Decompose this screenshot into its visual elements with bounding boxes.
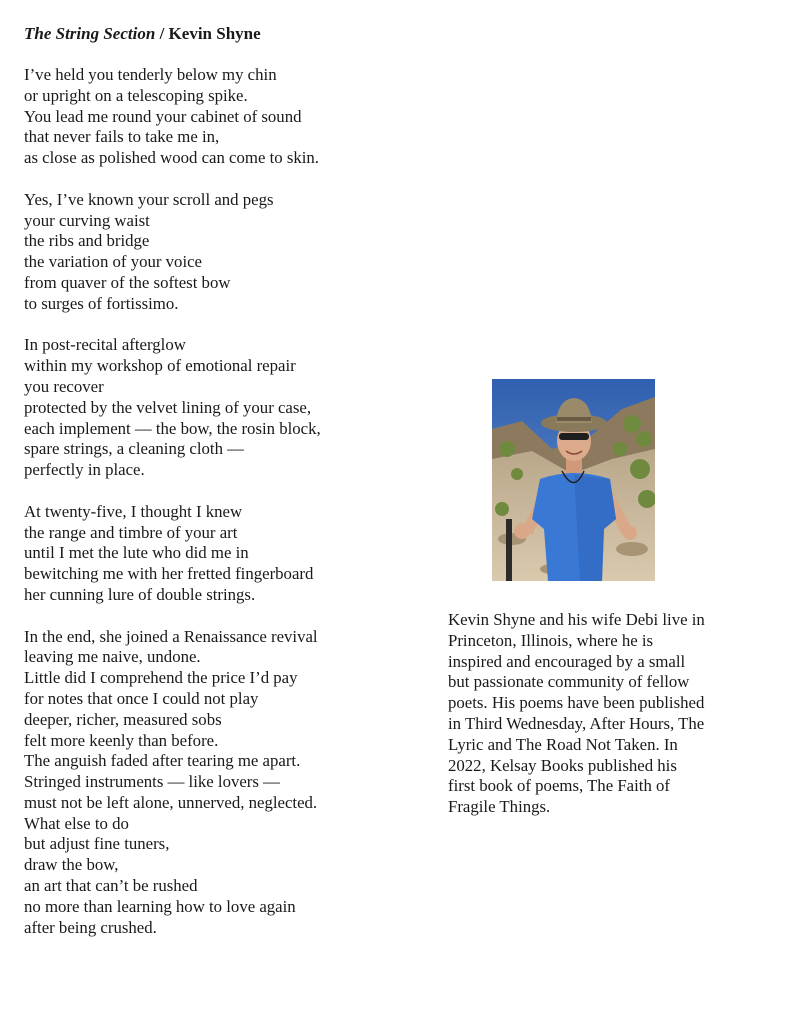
left-hand bbox=[514, 523, 530, 539]
poem-line: you recover bbox=[24, 376, 104, 396]
poem-line: I’ve held you tenderly below my chin bbox=[24, 65, 277, 84]
bio-line: in Third Wednesday, After Hours, The bbox=[448, 713, 705, 733]
poem-line: within my workshop of emotional repair bbox=[24, 356, 296, 376]
poem-line: bewitching me with her fretted fingerboard bbox=[24, 564, 314, 584]
poem-line: from quaver of the softest bow bbox=[24, 272, 231, 292]
poem-line: felt more keenly than before. bbox=[24, 730, 219, 750]
bio-line: inspired and encouraged by a small bbox=[448, 651, 686, 671]
bio-line: Princeton, Illinois, where he is bbox=[448, 630, 654, 650]
poem-line: Stringed instruments — like lovers — bbox=[24, 772, 280, 792]
poem-line: You lead me round your cabinet of sound bbox=[24, 106, 302, 126]
stanza bbox=[24, 65, 424, 169]
work-title: The String Section bbox=[24, 24, 156, 43]
poem-line: the ribs and bridge bbox=[24, 231, 150, 251]
poem-line: What else to do bbox=[24, 813, 129, 833]
poem-line: an art that can’t be rushed bbox=[24, 876, 198, 896]
poem-body bbox=[24, 65, 424, 938]
poem-line: must not be left alone, unnerved, neglected. bbox=[24, 792, 318, 812]
poem-line: Yes, I’ve known your scroll and pegs bbox=[24, 189, 274, 209]
poem-line: In the end, she joined a Renaissance revival bbox=[24, 626, 318, 646]
stanza bbox=[24, 190, 424, 315]
poem-line: no more than learning how to love again bbox=[24, 896, 296, 916]
bio-line: first book of poems, The Faith of bbox=[448, 776, 671, 796]
poem-line: leaving me naive, undone. bbox=[24, 647, 201, 667]
poem-line: or upright on a telescoping spike. bbox=[24, 85, 248, 105]
poem-line: to surges of fortissimo. bbox=[24, 293, 179, 313]
poem-line: perfectly in place. bbox=[24, 460, 145, 480]
poem-line: that never fails to take me in, bbox=[24, 127, 220, 147]
stanza bbox=[24, 502, 424, 606]
title-separator: / bbox=[155, 24, 169, 43]
bio-line: Kevin Shyne and his wife Debi live in bbox=[448, 610, 705, 629]
poem-line: In post-recital afterglow bbox=[24, 335, 186, 355]
stanza bbox=[24, 627, 424, 939]
poem-line: At twenty-five, I thought I knew bbox=[24, 501, 243, 521]
author-photo bbox=[492, 379, 655, 581]
bio-line: Fragile Things. bbox=[448, 797, 551, 817]
author-name: Kevin Shyne bbox=[168, 24, 261, 43]
poem-line: for notes that once I could not play bbox=[24, 688, 259, 708]
poem-line: after being crushed. bbox=[24, 917, 157, 937]
bio-line: 2022, Kelsay Books published his bbox=[448, 755, 677, 775]
poem-line: deeper, richer, measured sobs bbox=[24, 709, 222, 729]
poem-line: until I met the lute who did me in bbox=[24, 543, 249, 563]
right-hand bbox=[623, 526, 637, 540]
poem-line: her cunning lure of double strings. bbox=[24, 584, 256, 604]
poem-title bbox=[24, 23, 261, 45]
poem-line: the variation of your voice bbox=[24, 252, 203, 272]
bio-line: Lyric and The Road Not Taken. In bbox=[448, 734, 678, 754]
bio-line: but passionate community of fellow bbox=[448, 672, 690, 692]
poem-line: spare strings, a cleaning cloth — bbox=[24, 439, 244, 459]
bio-line: poets. His poems have been published bbox=[448, 693, 705, 713]
poem-line: The anguish faded after tearing me apart. bbox=[24, 751, 301, 771]
author-bio bbox=[448, 610, 738, 818]
poem-line: but adjust fine tuners, bbox=[24, 834, 170, 854]
poem-line: your curving waist bbox=[24, 210, 150, 230]
poem-line: protected by the velvet lining of your case, bbox=[24, 397, 312, 417]
hiking-pole bbox=[506, 519, 512, 581]
poem-line: Little did I comprehend the price I’d pay bbox=[24, 668, 298, 688]
hat-band bbox=[557, 417, 591, 421]
poem-line: as close as polished wood can come to skin. bbox=[24, 148, 320, 168]
poem-line: each implement — the bow, the rosin block, bbox=[24, 418, 321, 438]
stanza bbox=[24, 335, 424, 481]
poem-line: the range and timbre of your art bbox=[24, 522, 238, 542]
author-photo-illustration bbox=[492, 379, 655, 581]
poem-line: draw the bow, bbox=[24, 855, 119, 875]
sunglasses bbox=[559, 433, 589, 440]
